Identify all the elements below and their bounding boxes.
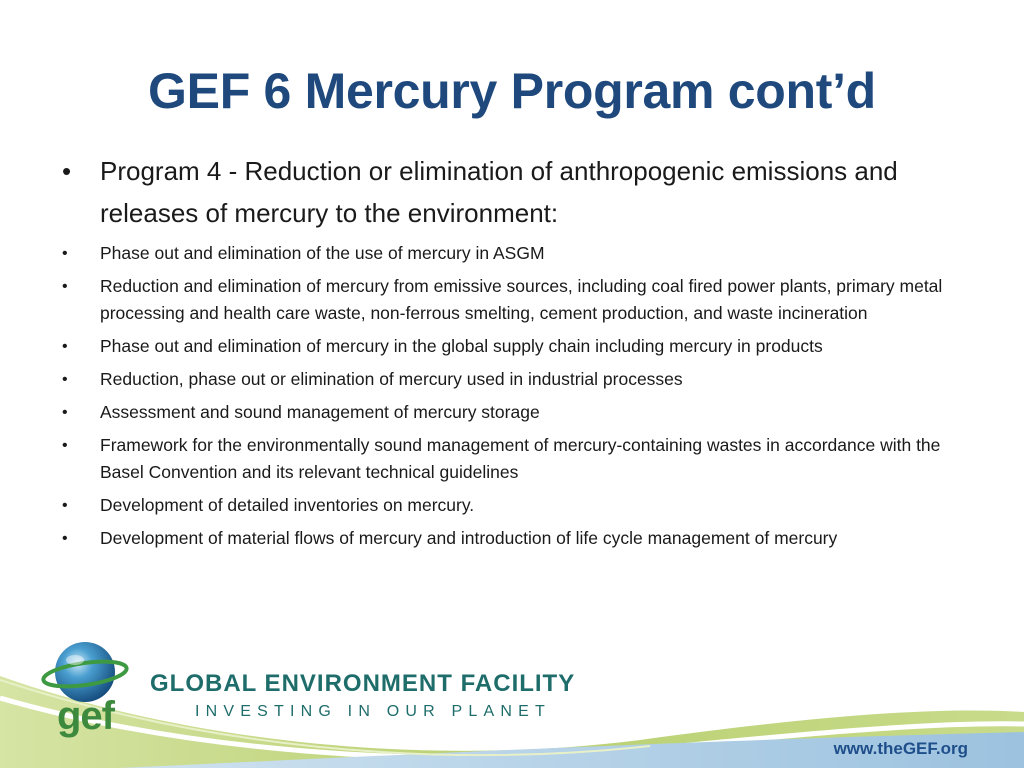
- list-item-text: Development of material flows of mercury and introduction of life cycle management of mercury: [100, 528, 838, 548]
- slide-content: [56, 150, 946, 558]
- bullet-icon: •: [62, 404, 68, 421]
- list-item: [56, 240, 946, 267]
- bullet-icon: •: [62, 156, 72, 186]
- organization-name: GLOBAL ENVIRONMENT FACILITY: [150, 670, 576, 697]
- sub-bullet-list: [56, 240, 946, 552]
- list-item-text: Phase out and elimination of the use of mercury in ASGM: [100, 243, 545, 263]
- slide-footer: [0, 620, 1024, 768]
- list-item-text: Reduction and elimination of mercury from emissive sources, including coal fired power plants, primary metal processing and health care waste, non-ferrous smelting, cement production, and waste incineration: [100, 276, 943, 323]
- organization-tagline: INVESTING IN OUR PLANET: [195, 703, 551, 720]
- list-item-text: Phase out and elimination of mercury in the global supply chain including mercury in products: [100, 336, 823, 356]
- gef-logo-text: gef: [57, 694, 114, 738]
- list-item-text: Framework for the environmentally sound management of mercury-containing wastes in accordance with the Basel Convention and its relevant technical guidelines: [100, 435, 941, 482]
- bullet-icon: •: [62, 278, 68, 295]
- list-item: [56, 366, 946, 393]
- gef-globe-icon: [42, 642, 128, 702]
- list-item: [56, 432, 946, 486]
- bullet-icon: •: [62, 245, 68, 262]
- bullet-icon: •: [62, 530, 68, 547]
- list-item-text: Development of detailed inventories on mercury.: [100, 495, 475, 515]
- main-bullet-item: [56, 150, 946, 234]
- slide-title: GEF 6 Mercury Program cont’d: [148, 63, 876, 119]
- bullet-icon: •: [62, 437, 68, 454]
- list-item: [56, 399, 946, 426]
- list-item-text: Assessment and sound management of mercury storage: [100, 402, 540, 422]
- bullet-icon: •: [62, 497, 68, 514]
- list-item-text: Reduction, phase out or elimination of mercury used in industrial processes: [100, 369, 683, 389]
- list-item: [56, 492, 946, 519]
- bullet-icon: •: [62, 338, 68, 355]
- website-link[interactable]: www.theGEF.org: [833, 739, 968, 758]
- bullet-icon: •: [62, 371, 68, 388]
- list-item: [56, 525, 946, 552]
- list-item: [56, 273, 946, 327]
- list-item: [56, 333, 946, 360]
- main-bullet-text: Program 4 - Reduction or elimination of anthropogenic emissions and releases of mercury to the environment:: [100, 156, 898, 228]
